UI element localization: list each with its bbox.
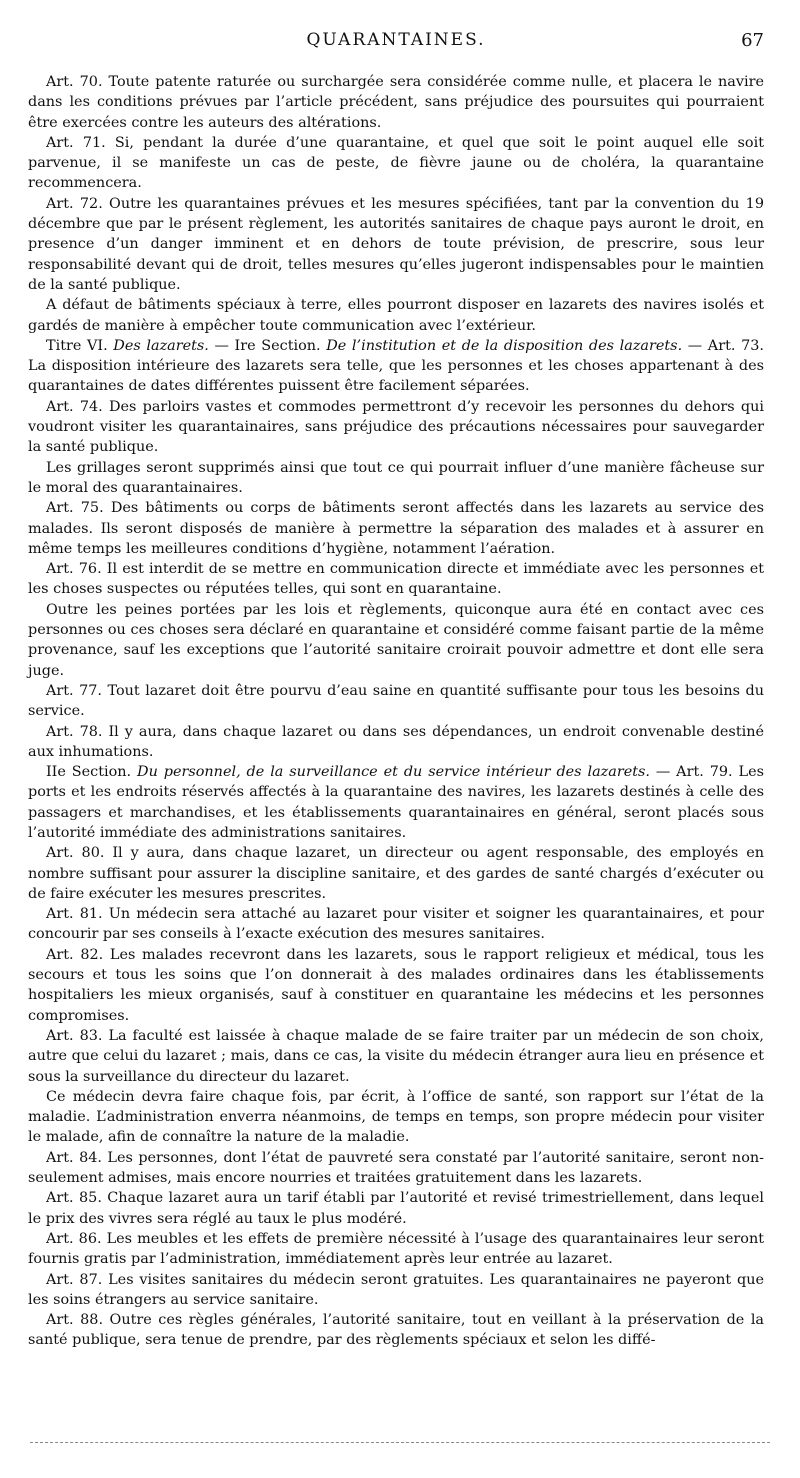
paragraph <box>28 904 764 945</box>
paragraph-lead: IIe Section. <box>46 764 132 781</box>
paragraph-lead: Art. 86. <box>46 1230 102 1247</box>
paragraph-lead: Art. 74. <box>46 398 103 415</box>
paragraph <box>28 722 764 763</box>
paragraph-text: Tout lazaret doit être pourvu d’eau saine en quantité suffisante pour tous les besoins du service. <box>28 682 764 720</box>
paragraph-lead: Art. 88. <box>46 1312 104 1329</box>
paragraph-text: Outre les peines portées par les lois et règlements, quiconque aura été en contact avec ces personnes ou ces choses sera déclaré en quarantaine et considéré comme faisant partie de la même provenance, sauf les exceptions que l’autorité sanitaire croirait pouvoir admettre et dont elle sera juge. <box>28 601 764 679</box>
paragraph <box>28 559 764 600</box>
paragraph <box>28 945 764 1026</box>
paragraph-text: Des parloirs vastes et commodes permettront d’y recevoir les personnes du dehors qui voudront visiter les quarantainaires, sans préjudice des précautions nécessaires pour sauvegarder la santé publique. <box>28 398 764 456</box>
paragraph-lead: Art. 83. <box>46 1027 103 1044</box>
paragraph-lead: Art. 87. <box>46 1271 103 1288</box>
footer-divider <box>30 1442 770 1443</box>
paragraph <box>28 1188 764 1229</box>
paragraph-text: — Art. 79. Les ports et les endroits réservés affectés à la quarantaine des navires, les lazarets destinés à celle des passagers et marchandises, et les établissements quarantainaires en général, seront placés sous l’autorité immédiate des administrations sanitaires. <box>28 764 764 841</box>
paragraph <box>28 1026 764 1087</box>
paragraph-mid: — Ire Section. <box>208 337 327 354</box>
paragraph-text: Les meubles et les effets de première nécessité à l’usage des quarantainaires leur seront fournis gratis par l’administration, immédiatement après leur entrée au lazaret. <box>28 1230 764 1268</box>
paragraph-lead: Art. 77. <box>46 682 103 699</box>
paragraph-text: Ce médecin devra faire chaque fois, par écrit, à l’office de santé, son rapport sur l’état de la maladie. L’administration enverra néanmoins, de temps en temps, son propre médecin pour visiter le malade, afin de connaître la nature de la maladie. <box>28 1088 764 1146</box>
paragraph-lead: Art. 75. <box>46 500 104 517</box>
paragraph-text: A défaut de bâtiments spéciaux à terre, elles pourront disposer en lazarets des navires isolés et gardés de manière à empêcher toute communication avec l’extérieur. <box>28 297 764 334</box>
paragraph-text: La faculté est laissée à chaque malade de se faire traiter par un médecin de son choix, autre que celui du lazaret ; mais, dans ce cas, la visite du médecin étranger aura lieu en présence et sous la surveillance du directeur du lazaret. <box>28 1027 764 1085</box>
paragraph <box>28 133 764 194</box>
paragraph-lead: Art. 76. <box>46 561 102 578</box>
paragraph-lead: Art. 82. <box>46 946 104 963</box>
running-title: QUARANTAINES. <box>306 30 486 50</box>
page-header <box>28 30 764 54</box>
paragraph <box>28 600 764 681</box>
paragraph-text: Il est interdit de se mettre en communication directe et immédiate avec les personnes et les choses suspectes ou réputées telles, qui sont en quarantaine. <box>28 561 764 598</box>
paragraph-text: Des bâtiments ou corps de bâtiments seront affectés dans les lazarets au service des malades. Ils seront disposés de manière à permettre la séparation des malades et à assurer en même temps les meilleures conditions d’hygiène, notamment l’aération. <box>28 500 765 557</box>
paragraph-text: Les malades recevront dans les lazarets, sous le rapport religieux et médical, tous les secours et tous les soins que l’on donnerait à des malades ordinaires dans les établissements hospitaliers les mieux organisés, sauf à constituer en quarantaine les médecins et les personnes compromises. <box>28 946 765 1024</box>
paragraph <box>28 1148 764 1189</box>
paragraph-lead: Art. 78. <box>46 723 103 740</box>
paragraph-lead: Art. 85. <box>46 1190 102 1207</box>
paragraph <box>28 1087 764 1148</box>
paragraph-text: Chaque lazaret aura un tarif établi par l’autorité et revisé trimestriellement, dans lequel le prix des vivres sera réglé au taux le plus modéré. <box>28 1190 765 1227</box>
document-page <box>28 30 764 1351</box>
paragraph-italic: De l’institution et de la disposition des lazarets. <box>326 337 683 354</box>
paragraph-italic: Des lazarets. <box>107 337 209 354</box>
paragraph-text: Outre ces règles générales, l’autorité sanitaire, tout en veillant à la préservation de la santé publique, sera tenue de prendre, par des règlements spéciaux et selon les diffé- <box>28 1312 764 1349</box>
paragraph <box>28 72 764 133</box>
paragraph-lead: Art. 70. <box>46 74 103 90</box>
paragraph-text: Outre les quarantaines prévues et les mesures spécifiées, tant par la convention du 19 décembre que par le présent règlement, les autorités sanitaires de chaque pays auront le droit, en presence d’un danger imminent et en dehors de toute prévision, de prescrire, sous leur responsabilité devant qui de droit, telles mesures qu’elles jugeront indispensables pour le maintien de la santé publique. <box>28 195 764 293</box>
paragraph <box>28 194 764 295</box>
body-text <box>28 72 764 1351</box>
paragraph-text: Il y aura, dans chaque lazaret, un directeur ou agent responsable, des employés en nombre suffisant pour assurer la discipline sanitaire, et des gardes de santé chargés d’exécuter ou de faire exécuter les mesures prescrites. <box>28 845 764 902</box>
paragraph-lead: Art. 81. <box>46 906 103 923</box>
paragraph-lead: Art. 80. <box>46 845 105 862</box>
paragraph <box>28 498 764 559</box>
paragraph <box>28 1270 764 1311</box>
paragraph-lead: Art. 72. <box>46 195 103 212</box>
paragraph <box>28 1229 764 1270</box>
paragraph <box>28 843 764 904</box>
paragraph <box>28 397 764 458</box>
paragraph <box>28 762 764 843</box>
paragraph-text: Si, pendant la durée d’une quarantaine, et quel que soit le point auquel elle soit parvenue, il se manifeste un cas de peste, de fièvre jaune ou de choléra, la quarantaine recommencera. <box>28 134 764 192</box>
paragraph-text: — Art. 73. La disposition intérieure des lazarets sera telle, que les personnes et les choses appartenant à des quarantaines de dates différentes puissent être facilement séparées. <box>28 337 764 395</box>
paragraph-text: Il y aura, dans chaque lazaret ou dans ses dépendances, un endroit convenable destiné aux inhumations. <box>28 723 764 760</box>
paragraph <box>28 458 764 499</box>
paragraph <box>28 336 764 397</box>
paragraph-lead: Art. 71. <box>46 134 106 151</box>
paragraph-lead: Art. 84. <box>46 1149 102 1166</box>
paragraph-lead: Titre VI. <box>46 337 108 354</box>
paragraph-text: Un médecin sera attaché au lazaret pour visiter et soigner les quarantainaires, et pour concourir par ses conseils à l’exacte exécution des mesures sanitaires. <box>28 906 764 943</box>
paragraph-italic: Du personnel, de la surveillance et du service intérieur des lazarets. <box>131 764 650 781</box>
paragraph-text: Les visites sanitaires du médecin seront gratuites. Les quarantainaires ne payeront que les soins étrangers au service sanitaire. <box>28 1271 765 1308</box>
paragraph <box>28 681 764 722</box>
paragraph-text: Toute patente raturée ou surchargée sera considérée comme nulle, et placera le navire dans les conditions prévues par l’article précédent, sans préjudice des poursuites qui pourraient être exercées contre les auteurs des altérations. <box>28 74 765 131</box>
paragraph <box>28 1310 764 1351</box>
page-number: 67 <box>741 30 764 51</box>
paragraph-text: Les personnes, dont l’état de pauvreté sera constaté par l’autorité sanitaire, seront non-seulement admises, mais encore nourries et traitées gratuitement dans les lazarets. <box>28 1149 764 1187</box>
paragraph-text: Les grillages seront supprimés ainsi que tout ce qui pourrait influer d’une manière fâcheuse sur le moral des quarantainaires. <box>28 459 764 496</box>
paragraph <box>28 295 764 336</box>
